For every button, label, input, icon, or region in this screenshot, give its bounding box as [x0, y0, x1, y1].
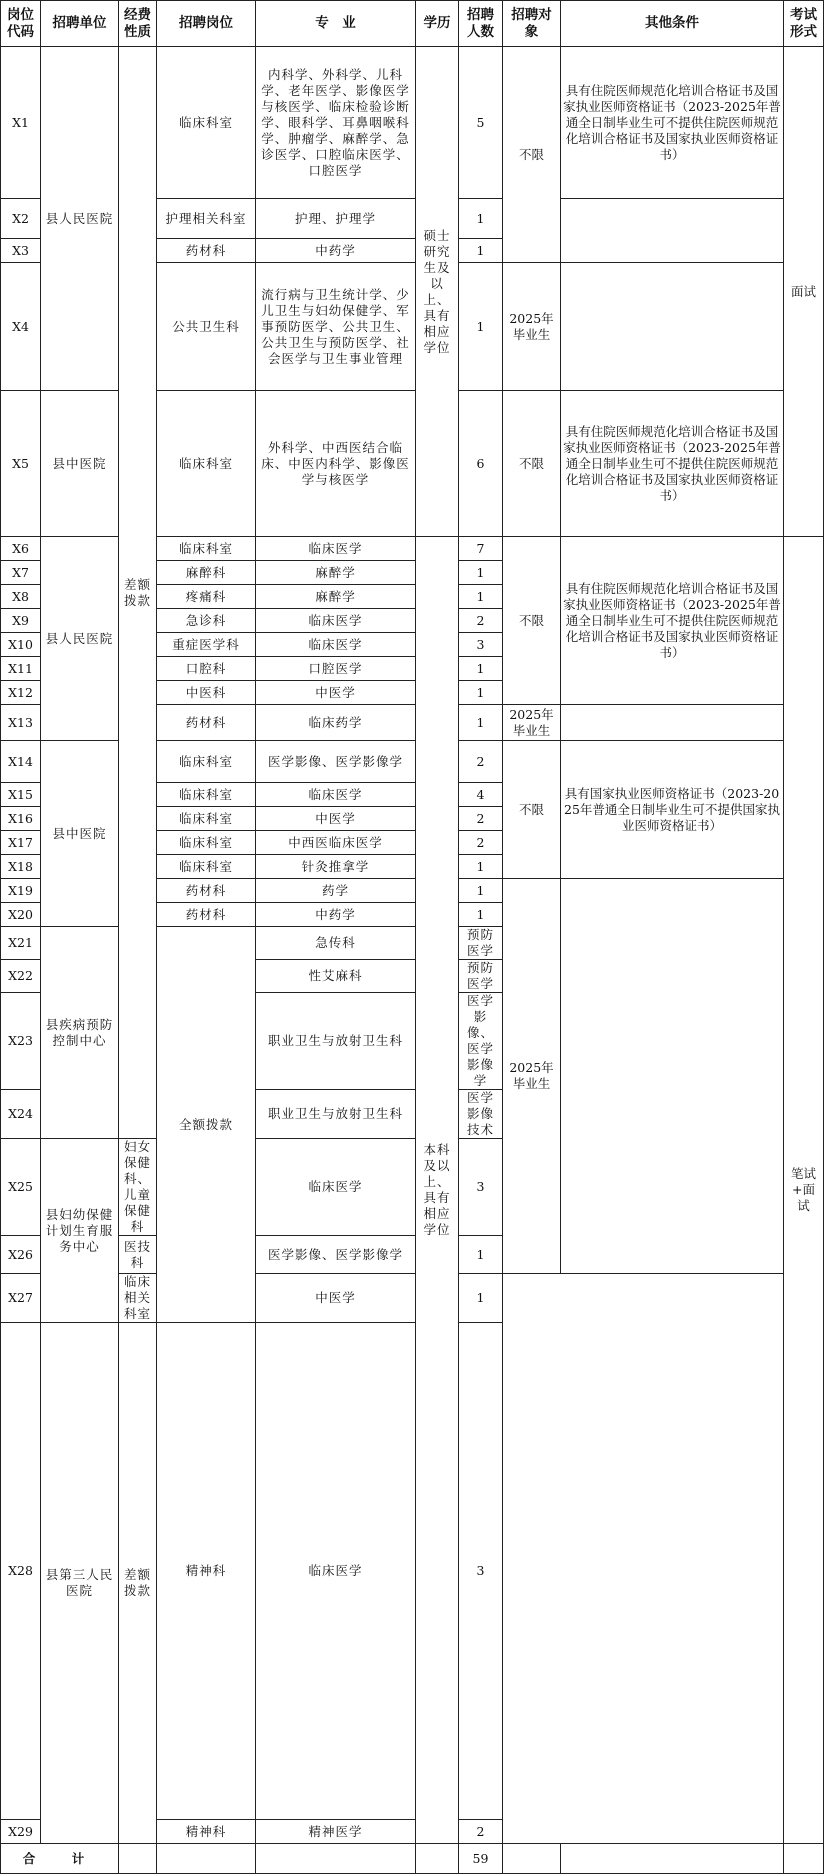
post-cell: 性艾麻科 [256, 960, 416, 993]
post-cell: 临床科室 [157, 831, 256, 855]
code-cell: X10 [1, 633, 41, 657]
post-cell: 临床科室 [157, 741, 256, 783]
code-cell: X29 [1, 1820, 41, 1844]
major-cell: 临床医学 [256, 1139, 416, 1236]
code-cell: X9 [1, 609, 41, 633]
post-cell: 临床相关科室 [119, 1274, 157, 1323]
code-cell: X28 [1, 1323, 41, 1820]
post-cell: 口腔科 [157, 657, 256, 681]
count-cell: 1 [459, 1274, 503, 1323]
unit-cell: 县疾病预防控制中心 [41, 927, 119, 1139]
major-cell: 临床医学 [256, 1323, 416, 1820]
major-cell: 预防医学 [459, 927, 503, 960]
header-major: 专 业 [256, 1, 416, 47]
post-cell: 药材科 [157, 239, 256, 263]
code-cell: X6 [1, 537, 41, 561]
major-cell: 中西医临床医学 [256, 831, 416, 855]
major-cell: 临床医学 [256, 609, 416, 633]
count-cell: 5 [459, 47, 503, 199]
post-cell: 药材科 [157, 903, 256, 927]
code-cell: X27 [1, 1274, 41, 1323]
target-cell: 2025年毕业生 [503, 263, 561, 391]
major-cell: 临床医学 [256, 537, 416, 561]
unit-cell: 县人民医院 [41, 47, 119, 391]
code-cell: X17 [1, 831, 41, 855]
major-cell: 临床药学 [256, 705, 416, 741]
education-cell: 硕士研究生及以上、具有相应学位 [416, 47, 459, 537]
header-funding: 经费性质 [119, 1, 157, 47]
code-cell: X14 [1, 741, 41, 783]
header-education: 学历 [416, 1, 459, 47]
count-cell: 1 [459, 681, 503, 705]
code-cell: X22 [1, 960, 41, 993]
code-cell: X5 [1, 391, 41, 537]
post-cell: 护理相关科室 [157, 199, 256, 239]
total-row [1, 1844, 824, 1874]
code-cell: X12 [1, 681, 41, 705]
code-cell: X8 [1, 585, 41, 609]
count-cell: 1 [459, 263, 503, 391]
major-cell: 口腔医学 [256, 657, 416, 681]
count-cell: 1 [459, 855, 503, 879]
table-row [1, 47, 824, 199]
count-cell: 3 [459, 633, 503, 657]
major-cell: 中药学 [256, 239, 416, 263]
count-cell: 1 [459, 705, 503, 741]
post-cell: 临床科室 [157, 391, 256, 537]
post-cell: 精神科 [157, 1820, 256, 1844]
post-cell: 药材科 [157, 879, 256, 903]
total-empty-cell [561, 1844, 784, 1874]
code-cell: X3 [1, 239, 41, 263]
major-cell: 医学影像、医学影像学 [459, 993, 503, 1090]
major-cell: 麻醉学 [256, 561, 416, 585]
major-cell: 中医学 [256, 807, 416, 831]
header-conditions: 其他条件 [561, 1, 784, 47]
post-cell: 医技科 [119, 1236, 157, 1274]
post-cell: 临床科室 [157, 783, 256, 807]
count-cell: 2 [459, 831, 503, 855]
code-cell: X25 [1, 1139, 41, 1236]
count-cell: 1 [459, 561, 503, 585]
total-count: 59 [459, 1844, 503, 1874]
total-empty-cell [256, 1844, 416, 1874]
header-unit: 招聘单位 [41, 1, 119, 47]
count-cell: 6 [459, 391, 503, 537]
code-cell: X16 [1, 807, 41, 831]
target-cell: 不限 [503, 537, 561, 705]
code-cell: X11 [1, 657, 41, 681]
post-cell: 公共卫生科 [157, 263, 256, 391]
count-cell: 3 [459, 1323, 503, 1820]
conditions-cell [561, 705, 784, 741]
post-cell: 中医科 [157, 681, 256, 705]
major-cell: 临床医学 [256, 633, 416, 657]
conditions-cell [561, 199, 784, 263]
target-cell: 2025年毕业生 [503, 879, 561, 1274]
count-cell: 1 [459, 239, 503, 263]
major-cell: 中药学 [256, 903, 416, 927]
major-cell: 预防医学 [459, 960, 503, 993]
total-empty-cell [503, 1844, 561, 1874]
post-cell: 妇女保健科、儿童保健科 [119, 1139, 157, 1236]
total-empty-cell [119, 1844, 157, 1874]
code-cell: X23 [1, 993, 41, 1090]
count-cell: 4 [459, 783, 503, 807]
unit-cell: 县第三人民医院 [41, 1323, 119, 1844]
count-cell: 1 [459, 1236, 503, 1274]
count-cell: 1 [459, 879, 503, 903]
major-cell: 医学影像、医学影像学 [256, 1236, 416, 1274]
major-cell: 中医学 [256, 681, 416, 705]
post-cell: 临床科室 [157, 537, 256, 561]
post-cell: 麻醉科 [157, 561, 256, 585]
post-cell: 药材科 [157, 705, 256, 741]
conditions-cell [561, 263, 784, 391]
major-cell: 内科学、外科学、儿科学、老年医学、影像医学与核医学、临床检验诊断学、眼科学、耳鼻咽喉科学、肿瘤学、麻醉学、急诊医学、口腔临床医学、口腔医学 [256, 47, 416, 199]
funding-cell: 差额拨款 [119, 1323, 157, 1844]
exam-cell: 面试 [784, 47, 824, 537]
post-cell: 精神科 [157, 1323, 256, 1820]
code-cell: X21 [1, 927, 41, 960]
target-cell: 2025年毕业生 [503, 705, 561, 741]
code-cell: X19 [1, 879, 41, 903]
code-cell: X20 [1, 903, 41, 927]
post-cell: 重症医学科 [157, 633, 256, 657]
count-cell: 2 [459, 741, 503, 783]
major-cell: 麻醉学 [256, 585, 416, 609]
major-cell: 临床医学 [256, 783, 416, 807]
code-cell: X15 [1, 783, 41, 807]
major-cell: 外科学、中西医结合临床、中医内科学、影像医学与核医学 [256, 391, 416, 537]
count-cell: 1 [459, 657, 503, 681]
major-cell: 医学影像技术 [459, 1090, 503, 1139]
target-cell: 不限 [503, 47, 561, 263]
header-code: 岗位代码 [1, 1, 41, 47]
post-cell: 临床科室 [157, 807, 256, 831]
total-empty-cell [157, 1844, 256, 1874]
table-row [1, 1323, 824, 1820]
post-cell: 职业卫生与放射卫生科 [256, 1090, 416, 1139]
major-cell: 针灸推拿学 [256, 855, 416, 879]
table-row [1, 1274, 824, 1323]
count-cell: 1 [459, 199, 503, 239]
code-cell: X4 [1, 263, 41, 391]
unit-cell: 县中医院 [41, 741, 119, 927]
code-cell: X24 [1, 1090, 41, 1139]
code-cell: X7 [1, 561, 41, 585]
code-cell: X2 [1, 199, 41, 239]
post-cell: 临床科室 [157, 47, 256, 199]
conditions-cell: 具有住院医师规范化培训合格证书及国家执业医师资格证书（2023-2025年普通全日制毕业生可不提供住院医师规范化培训合格证书及国家执业医师资格证书） [561, 391, 784, 537]
unit-cell: 县妇幼保健计划生育服务中心 [41, 1139, 119, 1323]
count-cell: 1 [459, 585, 503, 609]
count-cell: 2 [459, 609, 503, 633]
count-cell: 2 [459, 807, 503, 831]
major-cell: 药学 [256, 879, 416, 903]
conditions-cell: 具有国家执业医师资格证书（2023-2025年普通全日制毕业生可不提供国家执业医师资格证书） [561, 741, 784, 879]
total-label: 合 计 [1, 1844, 119, 1874]
major-cell: 流行病与卫生统计学、少儿卫生与妇幼保健学、军事预防医学、公共卫生、公共卫生与预防医学、社会医学与卫生事业管理 [256, 263, 416, 391]
major-cell: 医学影像、医学影像学 [256, 741, 416, 783]
header-post: 招聘岗位 [157, 1, 256, 47]
unit-cell: 县中医院 [41, 391, 119, 537]
code-cell: X1 [1, 47, 41, 199]
count-cell: 1 [459, 903, 503, 927]
conditions-cell [561, 879, 784, 1274]
total-empty-cell [416, 1844, 459, 1874]
header-row [1, 1, 824, 47]
conditions-cell: 具有住院医师规范化培训合格证书及国家执业医师资格证书（2023-2025年普通全日制毕业生可不提供住院医师规范化培训合格证书及国家执业医师资格证书） [561, 47, 784, 199]
count-cell: 3 [459, 1139, 503, 1236]
conditions-cell: 具有住院医师规范化培训合格证书及国家执业医师资格证书（2023-2025年普通全日制毕业生可不提供住院医师规范化培训合格证书及国家执业医师资格证书） [561, 537, 784, 705]
post-cell: 急诊科 [157, 609, 256, 633]
major-cell: 精神医学 [256, 1820, 416, 1844]
major-cell: 护理、护理学 [256, 199, 416, 239]
funding-cell: 差额拨款 [119, 47, 157, 1139]
post-cell: 疼痛科 [157, 585, 256, 609]
code-cell: X13 [1, 705, 41, 741]
header-target: 招聘对象 [503, 1, 561, 47]
target-cell: 不限 [503, 391, 561, 537]
education-cell: 本科及以上、具有相应学位 [416, 537, 459, 1844]
code-cell: X26 [1, 1236, 41, 1274]
post-cell: 职业卫生与放射卫生科 [256, 993, 416, 1090]
funding-cell: 全额拨款 [157, 927, 256, 1323]
header-exam: 考试形式 [784, 1, 824, 47]
major-cell: 中医学 [256, 1274, 416, 1323]
code-cell: X18 [1, 855, 41, 879]
count-cell: 2 [459, 1820, 503, 1844]
target-cell: 不限 [503, 741, 561, 879]
total-empty-cell [784, 1844, 824, 1874]
exam-cell: 笔试+面试 [784, 537, 824, 1844]
post-cell: 临床科室 [157, 855, 256, 879]
unit-cell: 县人民医院 [41, 537, 119, 741]
post-cell: 急传科 [256, 927, 416, 960]
header-count: 招聘人数 [459, 1, 503, 47]
count-cell: 7 [459, 537, 503, 561]
